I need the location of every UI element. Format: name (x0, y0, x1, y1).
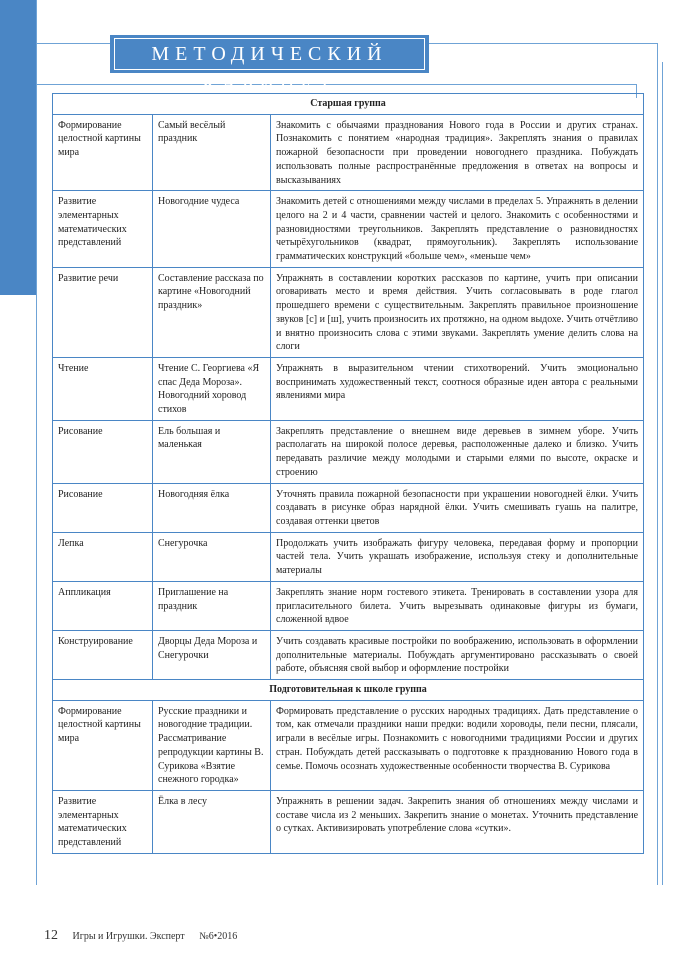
content-cell: Упражнять в выразительном чтении стихотворений. Учить эмоционально воспринимать художественный текст, соотнося образные иден автора с реальными явлениями мира (271, 357, 644, 420)
content-cell: Упражнять в решении задач. Закрепить знания об отношениях между числами и составе числа из 2 меньших. Закрепить знание о монетах. Уточнить представление о сутках. Активизировать употребление слова «сутки». (271, 790, 644, 853)
area-cell: Рисование (53, 483, 153, 532)
area-cell: Рисование (53, 420, 153, 483)
table-row (53, 532, 644, 581)
topic-cell: Ель большая и маленькая (153, 420, 271, 483)
area-cell: Аппликация (53, 581, 153, 630)
table-row (53, 267, 644, 357)
section-title: Подготовительная к школе группа (53, 680, 644, 701)
content-cell: Формировать представление о русских народных традициях. Дать представление о том, как отмечали праздники наши предки: водили хороводы, пели песни, плясали, играли в весёлые игры. Познакомить с новогодними традициями России и других стран. Побуждать детей рассказывать о подготовке к празднованию Нового года в семье. Помочь осознать художественные особенности творчества В. Сурикова (271, 700, 644, 790)
content-cell: Закреплять представление о внешнем виде деревьев в зимнем уборе. Учить располагать на широкой полосе деревья, расположенные далеко и близко. Учить передавать различие между молодыми и старыми елями по высоте, окраске и строению (271, 420, 644, 483)
content-cell: Закреплять знание норм гостевого этикета. Тренировать в составлении узора для пригласительного билета. Учить вырезывать одинаковые фигуры из бумаги, сложенной вдвое (271, 581, 644, 630)
section-heading: МЕТОДИЧЕСКИЙ КАБИНЕТ (114, 38, 425, 70)
left-rule-line (36, 0, 37, 885)
table-row (53, 630, 644, 679)
area-cell: Конструирование (53, 630, 153, 679)
table-row (53, 357, 644, 420)
content-cell: Знакомить с обычаями празднования Нового года в России и других странах. Познакомить с понятием «народная традиция». Закреплять знания о правилах пожарной безопасности при проведении новогоднего праздника. Побуждать использовать полные распространённые предложения в ответах на вопросы и высказываниях (271, 114, 644, 191)
topic-cell: Составление рассказа по картине «Новогодний праздник» (153, 267, 271, 357)
topic-cell: Самый весёлый праздник (153, 114, 271, 191)
area-cell: Чтение (53, 357, 153, 420)
topic-cell: Дворцы Деда Мороза и Снегурочки (153, 630, 271, 679)
issue-number: №6•2016 (199, 931, 238, 942)
topic-cell: Русские праздники и новогодние традиции. Рассматривание репродукции картины В. Сурикова «Взятие снежного городка» (153, 700, 271, 790)
magazine-title: Игры и Игрушки. Эксперт (72, 931, 185, 942)
right-rule-line (657, 43, 658, 885)
area-cell: Формирование целостной картины мира (53, 700, 153, 790)
area-cell: Лепка (53, 532, 153, 581)
section-header-row (53, 680, 644, 701)
table-row (53, 191, 644, 268)
table-row (53, 790, 644, 853)
topic-cell: Новогодняя ёлка (153, 483, 271, 532)
content-cell: Знакомить детей с отношениями между числами в пределах 5. Упражнять в делении целого на 2 и 4 части, сравнении частей и целого. Знакомить с особенностями и разновидностями треугольников. Закреплять представление о разновидностях четырёхугольников (квадрат, прямоугольник). Закреплять использование грамматических конструкций «больше чем», «меньше чем» (271, 191, 644, 268)
table-row (53, 114, 644, 191)
section-header-row (53, 94, 644, 115)
topic-cell: Новогодние чудеса (153, 191, 271, 268)
content-cell: Уточнять правила пожарной безопасности при украшении новогодней ёлки. Учить создавать в рисунке образ нарядной ёлки. Учить смешивать гуашь на палитре, создавая оттенки цветов (271, 483, 644, 532)
area-cell: Развитие элементарных математических представлений (53, 191, 153, 268)
section-title: Старшая группа (53, 94, 644, 115)
lesson-plan-table (52, 93, 644, 854)
content-cell: Упражнять в составлении коротких рассказов по картине, учить при описании оговаривать место и время действия. Учить согласовывать в роде глагол прошедшего времени с существительным. Закреплять правильное произношение звуков [с] и [ш], учить произносить их протяжно, на одном выдохе. Учить отчётливо и внятно произносить слова с этими звуками. Закреплять умение делить слова на слоги (271, 267, 644, 357)
area-cell: Развитие речи (53, 267, 153, 357)
area-cell: Формирование целостной картины мира (53, 114, 153, 191)
area-cell: Развитие элементарных математических представлений (53, 790, 153, 853)
table-row (53, 700, 644, 790)
topic-cell: Снегурочка (153, 532, 271, 581)
table-row (53, 581, 644, 630)
content-cell: Продолжать учить изображать фигуру человека, передавая форму и пропорции частей тела. Учить украшать изображение, используя стеку и дополнительные материалы (271, 532, 644, 581)
content-cell: Учить создавать красивые постройки по воображению, использовать в оформлении дополнительные материалы. Побуждать аргументировано рассказывать о своей работе, объясняя свой выбор и оформление постройки (271, 630, 644, 679)
table-row (53, 483, 644, 532)
topic-cell: Ёлка в лесу (153, 790, 271, 853)
topic-cell: Приглашение на праздник (153, 581, 271, 630)
topic-cell: Чтение С. Георгиева «Я спас Деда Мороза». Новогодний хоровод стихов (153, 357, 271, 420)
page-footer (44, 928, 237, 944)
right-rule-line-secondary (662, 62, 663, 885)
table-row (53, 420, 644, 483)
side-color-bar (0, 0, 36, 295)
page-number: 12 (44, 928, 58, 943)
